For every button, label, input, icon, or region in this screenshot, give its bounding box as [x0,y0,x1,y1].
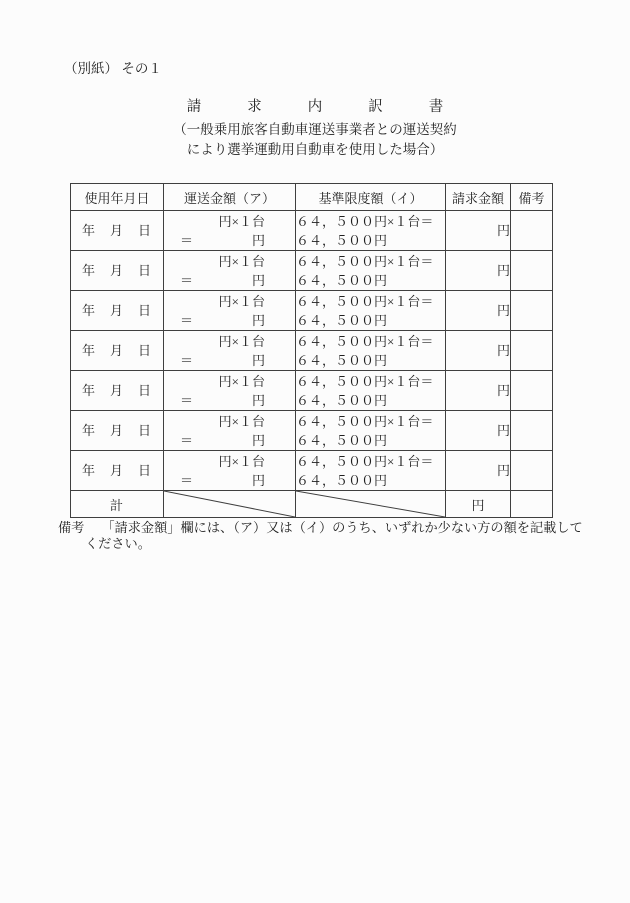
claim-amount-cell: 円 [446,291,511,331]
diagonal-strike-icon [296,491,445,517]
header-claim-amount: 請求金額 [446,184,511,211]
fare-line2 [164,471,295,490]
usage-date-cell: 年 月 日 [71,331,164,371]
fare-line2 [164,351,295,370]
table-row [71,251,553,291]
remarks-cell [511,371,553,411]
fare-equals: ＝ [180,472,194,488]
page-title-text: 請求内訳書 [186,99,490,115]
remarks-cell [511,291,553,331]
fare-line1: 円×１台 [218,253,265,269]
fare-line2 [164,391,295,410]
fare-amount-cell [164,371,296,411]
fare-equals: ＝ [180,432,194,448]
header-fare-amount: 運送金額（ア） [164,184,296,211]
fare-amount-cell [164,291,296,331]
fare-amount-cell [164,451,296,491]
note-line2: ください。 [85,535,151,551]
usage-date-cell: 年 月 日 [71,411,164,451]
remarks-cell [511,211,553,251]
limit-line2: ６４，５００円 [296,432,388,448]
fare-equals: ＝ [180,312,194,328]
total-label-cell: 計 [71,491,164,518]
total-row [71,491,553,518]
limit-amount-cell [296,411,446,451]
header-usage-date: 使用年月日 [71,184,164,211]
diagonal-strike-icon [164,491,295,517]
usage-date-cell: 年 月 日 [71,291,164,331]
fare-amount-cell [164,411,296,451]
fare-yen: 円 [251,392,265,408]
limit-line2: ６４，５００円 [296,352,388,368]
remarks-cell [511,411,553,451]
fare-line1: 円×１台 [218,373,265,389]
attachment-label: （別紙） その１ [64,61,162,76]
limit-line1: ６４，５００円×１台＝ [296,453,434,469]
note-label: 備考 [58,520,85,535]
table-header-row [71,184,553,211]
note-text: 「請求金額」欄には、（ア）又は（イ）のうち、いずれか少ない方の額を記載して [101,520,583,535]
limit-line1: ６４，５００円×１台＝ [296,413,434,429]
limit-line1: ６４，５００円×１台＝ [296,333,434,349]
fare-yen: 円 [251,352,265,368]
fare-line1: 円×１台 [218,413,265,429]
limit-line2: ６４，５００円 [296,312,388,328]
limit-line1: ６４，５００円×１台＝ [296,213,434,229]
table-row [71,331,553,371]
table-row [71,451,553,491]
limit-line1: ６４，５００円×１台＝ [296,373,434,389]
limit-line1: ６４，５００円×１台＝ [296,253,434,269]
fare-yen: 円 [251,432,265,448]
claim-amount-cell: 円 [446,251,511,291]
page-subtitle-line1: （一般乗用旅客自動車運送事業者との運送契約 [173,122,457,137]
fare-line2 [164,431,295,450]
remarks-cell [511,331,553,371]
fare-total-struck-cell [164,491,296,518]
remarks-cell [511,251,553,291]
total-claim-cell: 円 [446,491,511,518]
remarks-cell [511,451,553,491]
fare-line1: 円×１台 [218,293,265,309]
table-row [71,411,553,451]
limit-amount-cell [296,331,446,371]
limit-line2: ６４，５００円 [296,392,388,408]
limit-amount-cell [296,251,446,291]
limit-line1: ６４，５００円×１台＝ [296,293,434,309]
fare-equals: ＝ [180,352,194,368]
limit-line2: ６４，５００円 [296,232,388,248]
table-row [71,291,553,331]
claim-amount-cell: 円 [446,411,511,451]
limit-amount-cell [296,451,446,491]
fare-yen: 円 [251,472,265,488]
fare-yen: 円 [251,312,265,328]
note-line1 [58,520,583,536]
total-remarks-cell [511,491,553,518]
limit-amount-cell [296,291,446,331]
fare-line1: 円×１台 [218,213,265,229]
limit-line2: ６４，５００円 [296,472,388,488]
claim-amount-cell: 円 [446,451,511,491]
fare-line2 [164,231,295,250]
fare-line2 [164,311,295,330]
usage-date-cell: 年 月 日 [71,251,164,291]
claim-amount-cell: 円 [446,331,511,371]
page-subtitle-line2: により選挙運動用自動車を使用した場合） [186,142,444,157]
fare-amount-cell [164,331,296,371]
page-title [0,99,630,116]
fare-equals: ＝ [180,392,194,408]
limit-amount-cell [296,371,446,411]
remarks-note [58,520,583,551]
header-remarks: 備考 [511,184,553,211]
fare-equals: ＝ [180,232,194,248]
invoice-breakdown-table [70,183,553,518]
fare-equals: ＝ [180,272,194,288]
fare-line1: 円×１台 [218,453,265,469]
fare-line2 [164,271,295,290]
fare-yen: 円 [251,232,265,248]
claim-amount-cell: 円 [446,211,511,251]
usage-date-cell: 年 月 日 [71,211,164,251]
claim-amount-cell: 円 [446,371,511,411]
fare-line1: 円×１台 [218,333,265,349]
fare-amount-cell [164,211,296,251]
fare-yen: 円 [251,272,265,288]
usage-date-cell: 年 月 日 [71,451,164,491]
fare-amount-cell [164,251,296,291]
header-limit-amount: 基準限度額（イ） [296,184,446,211]
limit-amount-cell [296,211,446,251]
table-row [71,371,553,411]
limit-total-struck-cell [296,491,446,518]
limit-line2: ６４，５００円 [296,272,388,288]
usage-date-cell: 年 月 日 [71,371,164,411]
table-row [71,211,553,251]
